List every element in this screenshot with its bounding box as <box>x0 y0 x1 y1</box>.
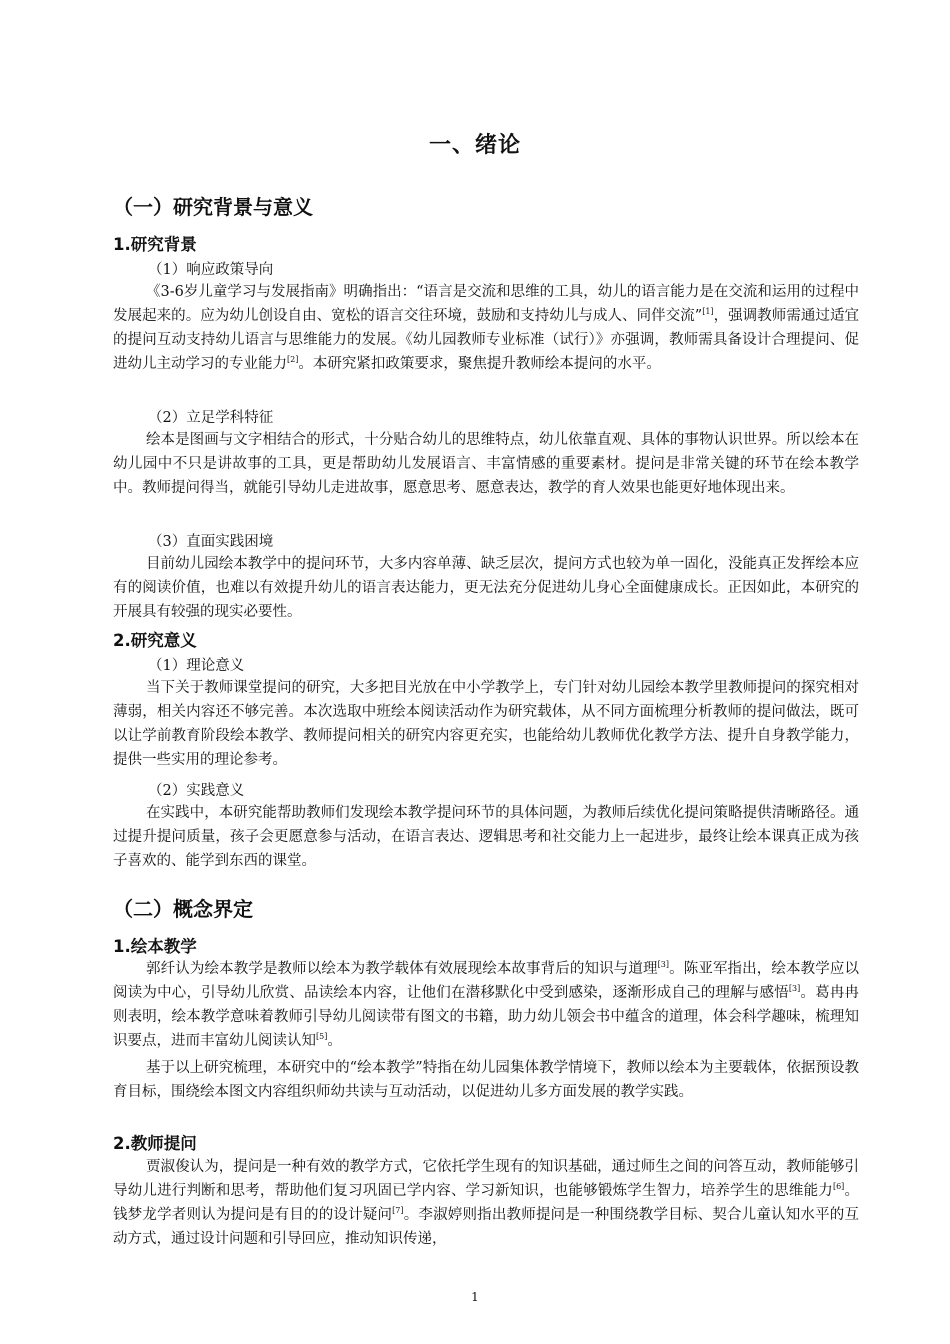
page-number: 1 <box>471 1290 479 1304</box>
text-run: 在实践中，本研究能帮助教师们发现绘本教学提问环节的具体问题，为教师后续优化提问策略提供清晰路径。通过提升提问质量，孩子会更愿意参与活动，在语言表达、逻辑思考和社交能力上一起进步，最终让绘本课真正成为孩子喜欢的、能学到东西的课堂。 <box>113 805 859 869</box>
subsection-title: 2.研究意义 <box>113 631 197 650</box>
item-label: （1）理论意义 <box>148 658 245 674</box>
text-run: 基于以上研究梳理，本研究中的“绘本教学”特指在幼儿园集体教学情境下，教师以绘本为主要载体，依据预设教育目标，围绕绘本图文内容组织师幼共读与互动活动，以促进幼儿多方面发展的教学实践。 <box>113 1060 859 1100</box>
text-run: 。陈亚军指出，绘本教学应以阅读为中心，引导幼儿欣赏、品读绘本内容，让他们在潜移默化中受到感染，逐渐形成自己的理解与感悟 <box>113 961 859 1001</box>
paragraph <box>113 676 859 772</box>
text-run: 。葛冉冉则表明，绘本教学意味着教师引导幼儿阅读带有图文的书籍，助力幼儿领会书中蕴含的道理，体会科学趣味，梳理知识要点，进而丰富幼儿阅读认知 <box>113 985 860 1049</box>
section-title: （一）研究背景与意义 <box>113 195 313 219</box>
paragraph <box>113 280 859 376</box>
subsection-title: 2.教师提问 <box>113 1134 197 1153</box>
text-run: 。 <box>327 1033 342 1049</box>
paragraph <box>113 1056 859 1104</box>
paragraph <box>113 957 859 1053</box>
text-run: 贾淑俊认为，提问是一种有效的教学方式，它依托学生现有的知识基础，通过师生之间的问答互动，教师能够引导幼儿进行判断和思考，帮助他们复习巩固已学内容、学习新知识，也能够锻炼学生智力，培养学生的思维能力 <box>113 1159 859 1199</box>
text-run: 。钱梦龙学者则认为提问是有目的的设计疑问 <box>113 1183 860 1223</box>
subsection-title: 1.研究背景 <box>113 235 197 254</box>
paragraph <box>113 428 859 500</box>
text-run: 郭纤认为绘本教学是教师以绘本为教学载体有效展现绘本故事背后的知识与道理 <box>146 961 658 977</box>
text-run: 。本研究紧扣政策要求，聚焦提升教师绘本提问的水平。 <box>298 356 661 372</box>
citation-marker: [2] <box>287 355 299 364</box>
text-run: 当下关于教师课堂提问的研究，大多把目光放在中小学教学上，专门针对幼儿园绘本教学里教师提问的探究相对薄弱，相关内容还不够完善。本次选取中班绘本阅读活动作为研究载体，从不同方面梳理分析教师的提问做法，既可以让学前教育阶段绘本教学、教师提问相关的研究内容更充实，也能给幼儿教师优化教学方法、提升自身教学能力，提供一些实用的理论参考。 <box>113 680 859 768</box>
text-run: 目前幼儿园绘本教学中的提问环节，大多内容单薄、缺乏层次，提问方式也较为单一固化，没能真正发挥绘本应有的阅读价值，也难以有效提升幼儿的语言表达能力，更无法充分促进幼儿身心全面健康成长。正因如此，本研究的开展具有较强的现实必要性。 <box>113 556 859 620</box>
paragraph <box>113 801 859 873</box>
chapter-title: 一、绪论 <box>428 133 521 158</box>
citation-marker: [5] <box>316 1032 328 1041</box>
item-label: （2）实践意义 <box>148 783 245 799</box>
item-label: （1）响应政策导向 <box>148 262 274 278</box>
item-label: （2）立足学科特征 <box>148 410 274 426</box>
text-run: ，强调教师需通过适宜的提问互动支持幼儿语言与思维能力的发展。《幼儿园教师专业标准（试行）》亦强调，教师需具备设计合理提问、促进幼儿主动学习的专业能力 <box>113 308 859 372</box>
paragraph <box>113 1155 859 1251</box>
citation-marker: [1] <box>702 307 714 316</box>
paragraph <box>113 552 859 624</box>
citation-marker: [3] <box>657 960 669 969</box>
subsection-title: 1.绘本教学 <box>113 937 197 956</box>
citation-marker: [3] <box>788 984 801 993</box>
text-run: 《3-6岁儿童学习与发展指南》明确指出：“语言是交流和思维的工具，幼儿的语言能力是在交流和运用的过程中发展起来的。应为幼儿创设自由、宽松的语言交往环境，鼓励和支持幼儿与成人、同伴交流” <box>113 284 859 324</box>
item-label: （3）直面实践困境 <box>148 534 274 550</box>
citation-marker: [6] <box>832 1182 845 1191</box>
citation-marker: [7] <box>392 1206 404 1215</box>
text-run: 绘本是图画与文字相结合的形式，十分贴合幼儿的思维特点，幼儿依靠直观、具体的事物认识世界。所以绘本在幼儿园中不只是讲故事的工具，更是帮助幼儿发展语言、丰富情感的重要素材。提问是非常关键的环节在绘本教学中。教师提问得当，就能引导幼儿走进故事，愿意思考、愿意表达，教学的育人效果也能更好地体现出来。 <box>113 432 859 496</box>
section-title: （二）概念界定 <box>113 897 253 921</box>
text-run: 。李淑婷则指出教师提问是一种围绕教学目标、契合儿童认知水平的互动方式，通过设计问题和引导回应，推动知识传递， <box>113 1207 859 1247</box>
